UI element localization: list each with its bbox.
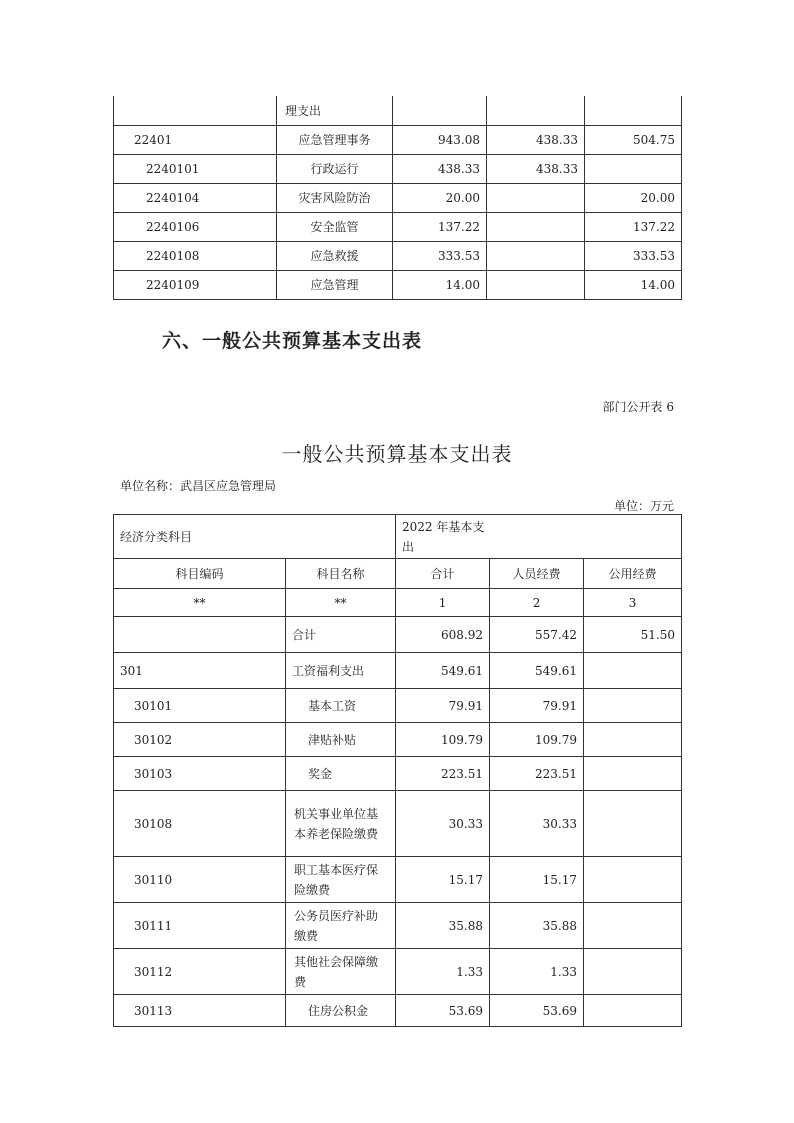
total-cell: 109.79	[396, 723, 490, 757]
year-header	[396, 515, 682, 559]
name-cell: 工资福利支出	[286, 653, 396, 689]
code-cell: 30111	[114, 903, 286, 949]
name-cell	[286, 903, 396, 949]
col-name-header: 科目名称	[286, 559, 396, 589]
total-cell: 333.53	[393, 241, 487, 270]
code-cell: 30101	[114, 689, 286, 723]
code-cell	[114, 617, 286, 653]
name-cell: 应急救援	[277, 241, 393, 270]
table-row	[114, 689, 682, 723]
total-cell: 438.33	[393, 154, 487, 183]
name-cell: 行政运行	[277, 154, 393, 183]
personnel-cell: 223.51	[490, 757, 584, 791]
name-cell: 合计	[286, 617, 396, 653]
basic-cell: 438.33	[487, 125, 585, 154]
name-cell: 安全监管	[277, 212, 393, 241]
total-cell: 30.33	[396, 791, 490, 857]
table-row	[114, 949, 682, 995]
project-cell: 333.53	[585, 241, 682, 270]
header-row	[114, 515, 682, 559]
total-cell: 79.91	[396, 689, 490, 723]
basic-cell	[487, 270, 585, 299]
table-row	[114, 183, 682, 212]
code-cell	[114, 96, 277, 125]
col-code-header: 科目编码	[114, 559, 286, 589]
idx-3: 3	[584, 589, 682, 617]
total-cell	[393, 96, 487, 125]
top-table	[113, 96, 682, 300]
total-cell: 608.92	[396, 617, 490, 653]
total-cell: 549.61	[396, 653, 490, 689]
project-cell: 137.22	[585, 212, 682, 241]
public-cell	[584, 949, 682, 995]
name-cell: 基本工资	[286, 689, 396, 723]
section-title: 六、一般公共预算基本支出表	[162, 330, 423, 352]
basic-cell: 438.33	[487, 154, 585, 183]
public-cell: 51.50	[584, 617, 682, 653]
project-cell: 504.75	[585, 125, 682, 154]
table-row	[114, 903, 682, 949]
name-cell	[286, 949, 396, 995]
total-cell: 35.88	[396, 903, 490, 949]
public-cell	[584, 903, 682, 949]
table-row	[114, 212, 682, 241]
code-cell: 2240101	[114, 154, 277, 183]
project-cell	[585, 96, 682, 125]
code-cell: 301	[114, 653, 286, 689]
public-cell	[584, 857, 682, 903]
total-cell: 15.17	[396, 857, 490, 903]
name-text: 其他社会保障缴费	[294, 954, 379, 989]
personnel-cell: 549.61	[490, 653, 584, 689]
public-cell	[584, 757, 682, 791]
idx-code: **	[114, 589, 286, 617]
code-cell: 30103	[114, 757, 286, 791]
column-header-row	[114, 559, 682, 589]
name-cell: 奖金	[286, 757, 396, 791]
name-cell: 住房公积金	[286, 995, 396, 1027]
code-cell: 2240106	[114, 212, 277, 241]
name-text: 公务员医疗补助缴费	[294, 908, 379, 943]
table-row	[114, 995, 682, 1027]
basic-expenditure-table	[113, 514, 682, 1027]
code-cell: 30112	[114, 949, 286, 995]
total-cell: 943.08	[393, 125, 487, 154]
table-row	[114, 125, 682, 154]
code-cell: 30108	[114, 791, 286, 857]
basic-cell	[487, 212, 585, 241]
basic-cell	[487, 96, 585, 125]
personnel-cell: 557.42	[490, 617, 584, 653]
total-cell: 14.00	[393, 270, 487, 299]
unit-name: 单位名称：武昌区应急管理局	[120, 479, 277, 493]
table-row	[114, 270, 682, 299]
total-cell: 20.00	[393, 183, 487, 212]
total-cell: 223.51	[396, 757, 490, 791]
col-public-header: 公用经费	[584, 559, 682, 589]
public-cell	[584, 791, 682, 857]
table-row	[114, 757, 682, 791]
public-cell	[584, 995, 682, 1027]
table-row	[114, 154, 682, 183]
code-cell: 30113	[114, 995, 286, 1027]
idx-name: **	[286, 589, 396, 617]
public-cell	[584, 689, 682, 723]
code-cell: 22401	[114, 125, 277, 154]
personnel-cell: 53.69	[490, 995, 584, 1027]
table-row	[114, 723, 682, 757]
name-cell	[286, 857, 396, 903]
table-row	[114, 857, 682, 903]
name-text: 职工基本医疗保险缴费	[294, 862, 379, 897]
personnel-cell: 35.88	[490, 903, 584, 949]
total-cell: 137.22	[393, 212, 487, 241]
total-row	[114, 617, 682, 653]
table-number: 部门公开表 6	[602, 400, 674, 414]
personnel-cell: 15.17	[490, 857, 584, 903]
name-cell: 应急管理事务	[277, 125, 393, 154]
table-row	[114, 96, 682, 125]
code-cell: 30102	[114, 723, 286, 757]
name-text: 机关事业单位基本养老保险缴费	[294, 806, 379, 841]
table-row	[114, 791, 682, 857]
name-cell	[286, 791, 396, 857]
project-cell: 20.00	[585, 183, 682, 212]
project-cell: 14.00	[585, 270, 682, 299]
code-cell: 2240104	[114, 183, 277, 212]
document-title: 一般公共预算基本支出表	[281, 442, 513, 466]
index-row	[114, 589, 682, 617]
table-row	[114, 241, 682, 270]
table-row	[114, 653, 682, 689]
code-cell: 2240109	[114, 270, 277, 299]
public-cell	[584, 723, 682, 757]
unit-label: 单位：万元	[613, 499, 674, 513]
name-cell: 理支出	[277, 96, 393, 125]
personnel-cell: 30.33	[490, 791, 584, 857]
idx-2: 2	[490, 589, 584, 617]
public-cell	[584, 653, 682, 689]
year-header-text: 2022 年基本支出	[402, 520, 485, 554]
col-total-header: 合计	[396, 559, 490, 589]
basic-cell	[487, 183, 585, 212]
category-header: 经济分类科目	[114, 515, 396, 559]
name-cell: 津贴补贴	[286, 723, 396, 757]
code-cell: 30110	[114, 857, 286, 903]
total-cell: 53.69	[396, 995, 490, 1027]
col-personnel-header: 人员经费	[490, 559, 584, 589]
code-cell: 2240108	[114, 241, 277, 270]
personnel-cell: 109.79	[490, 723, 584, 757]
basic-cell	[487, 241, 585, 270]
total-cell: 1.33	[396, 949, 490, 995]
project-cell	[585, 154, 682, 183]
idx-1: 1	[396, 589, 490, 617]
personnel-cell: 1.33	[490, 949, 584, 995]
name-cell: 应急管理	[277, 270, 393, 299]
name-cell: 灾害风险防治	[277, 183, 393, 212]
personnel-cell: 79.91	[490, 689, 584, 723]
